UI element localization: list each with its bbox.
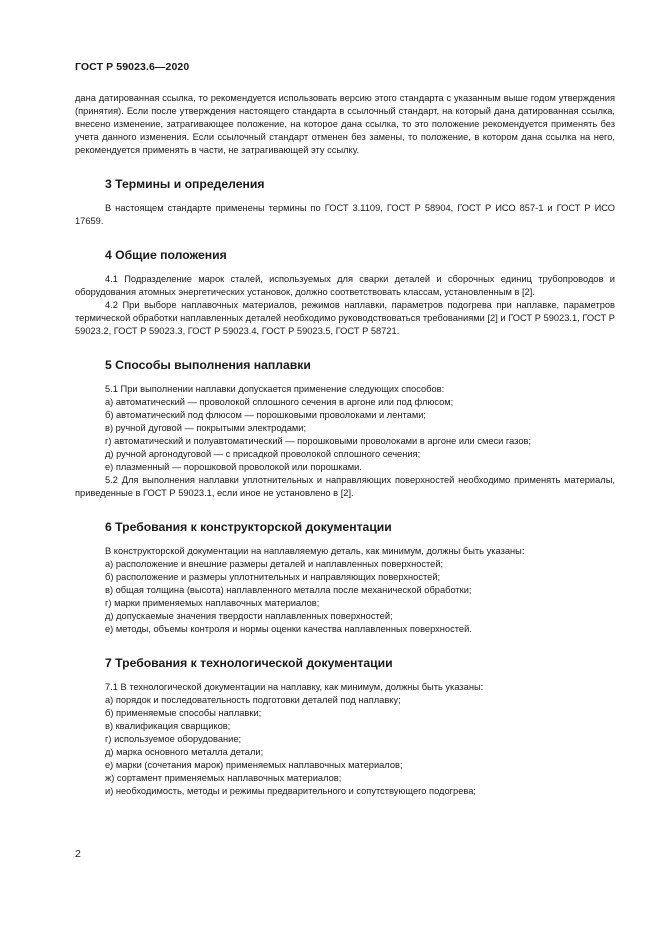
section-7-1-paragraph: 7.1 В технологической документации на наплавку, как минимум, должны быть указаны:: [105, 682, 484, 692]
list-item: в) общая толщина (высота) наплавленного металла после механической обработки;: [105, 585, 472, 595]
list-item: е) плазменный — порошковой проволокой или порошками.: [105, 462, 362, 472]
list-item: а) расположение и внешние размеры деталей и наплавленных поверхностей;: [105, 559, 444, 569]
section-7-title: 7 Требования к технологической документации: [105, 656, 393, 670]
list-item: е) методы, объемы контроля и нормы оценки качества наплавленных поверхностей.: [105, 624, 472, 634]
list-item: г) марки применяемых наплавочных материалов;: [105, 598, 320, 608]
document-code-header: ГОСТ Р 59023.6—2020: [75, 61, 190, 73]
section-4-2-paragraph: 4.2 При выборе наплавочных материалов, режимов наплавки, параметров подогрева при наплавке, параметров термической обработки наплавленных деталей необходимо руководствоваться требованиями [2] и ГОСТ Р 59023.1, ГОСТ Р 59023.2, ГОСТ Р 59023.3, ГОСТ Р 59023.4, ГОСТ Р 59023.5, ГОСТ Р 58721.: [75, 300, 615, 336]
list-item: д) марка основного металла детали;: [105, 747, 264, 757]
list-item: б) расположение и размеры уплотнительных и направляющих поверхностей;: [105, 572, 441, 582]
section-5-2-paragraph: 5.2 Для выполнения наплавки уплотнительных и направляющих поверхностей необходимо применять материалы, приведенные в ГОСТ Р 59023.1, если иное не установлено в [2].: [75, 475, 615, 498]
section-4-1-paragraph: 4.1 Подразделение марок сталей, используемых для сварки деталей и сборочных единиц трубопроводов и оборудования атомных энергетических установок, должно соответствовать классам, установленным в [2].: [75, 274, 615, 297]
section-6-intro-paragraph: В конструкторской документации на наплавляемую деталь, как минимум, должны быть указаны:: [105, 546, 525, 556]
list-item: б) автоматический под флюсом — порошковыми проволоками и лентами;: [105, 410, 426, 420]
list-item: и) необходимость, методы и режимы предварительного и сопутствующего подогрева;: [105, 786, 476, 796]
document-body: [75, 92, 615, 798]
list-item: г) автоматический и полуавтоматический — порошковыми проволоками в аргоне или смеси газов;: [105, 436, 532, 446]
intro-paragraph: дана датированная ссылка, то рекомендуется использовать версию этого стандарта с указанным выше годом утверждения (принятия). Если после утверждения настоящего стандарта в ссылочный стандарт, на который дана датированная ссылка, внесено изменение, затрагивающее положение, на которое дана ссылка, то это положение рекомендуется применять без учета данного изменения. Если ссылочный стандарт отменен без замены, то положение, в котором дана ссылка на него, рекомендуется применять в части, не затрагивающей эту ссылку.: [75, 93, 615, 155]
list-item: б) применяемые способы наплавки;: [105, 708, 262, 718]
section-4-title: 4 Общие положения: [105, 248, 227, 262]
section-3-paragraph: В настоящем стандарте применены термины по ГОСТ 3.1109, ГОСТ Р 58904, ГОСТ Р ИСО 857-1 и ГОСТ Р ИСО 17659.: [75, 203, 615, 226]
list-item: д) ручной аргонодуговой — с присадкой проволокой сплошного сечения;: [105, 449, 421, 459]
list-item: а) автоматический — проволокой сплошного сечения в аргоне или под флюсом;: [105, 397, 454, 407]
section-6-title: 6 Требования к конструкторской документации: [105, 520, 392, 534]
page-number: 2: [75, 848, 81, 860]
list-item: д) допускаемые значения твердости наплавленных поверхностей;: [105, 611, 393, 621]
list-item: а) порядок и последовательность подготовки деталей под наплавку;: [105, 695, 401, 705]
list-item: е) марки (сочетания марок) применяемых наплавочных материалов;: [105, 760, 403, 770]
list-item: в) квалификация сварщиков;: [105, 721, 231, 731]
section-5-title: 5 Способы выполнения наплавки: [105, 358, 311, 372]
list-item: ж) сортамент применяемых наплавочных материалов;: [105, 773, 342, 783]
list-item: г) используемое оборудование;: [105, 734, 242, 744]
list-item: в) ручной дуговой — покрытыми электродами;: [105, 423, 307, 433]
section-5-1-paragraph: 5.1 При выполнении наплавки допускается применение следующих способов:: [105, 384, 445, 394]
section-3-title: 3 Термины и определения: [105, 177, 265, 191]
